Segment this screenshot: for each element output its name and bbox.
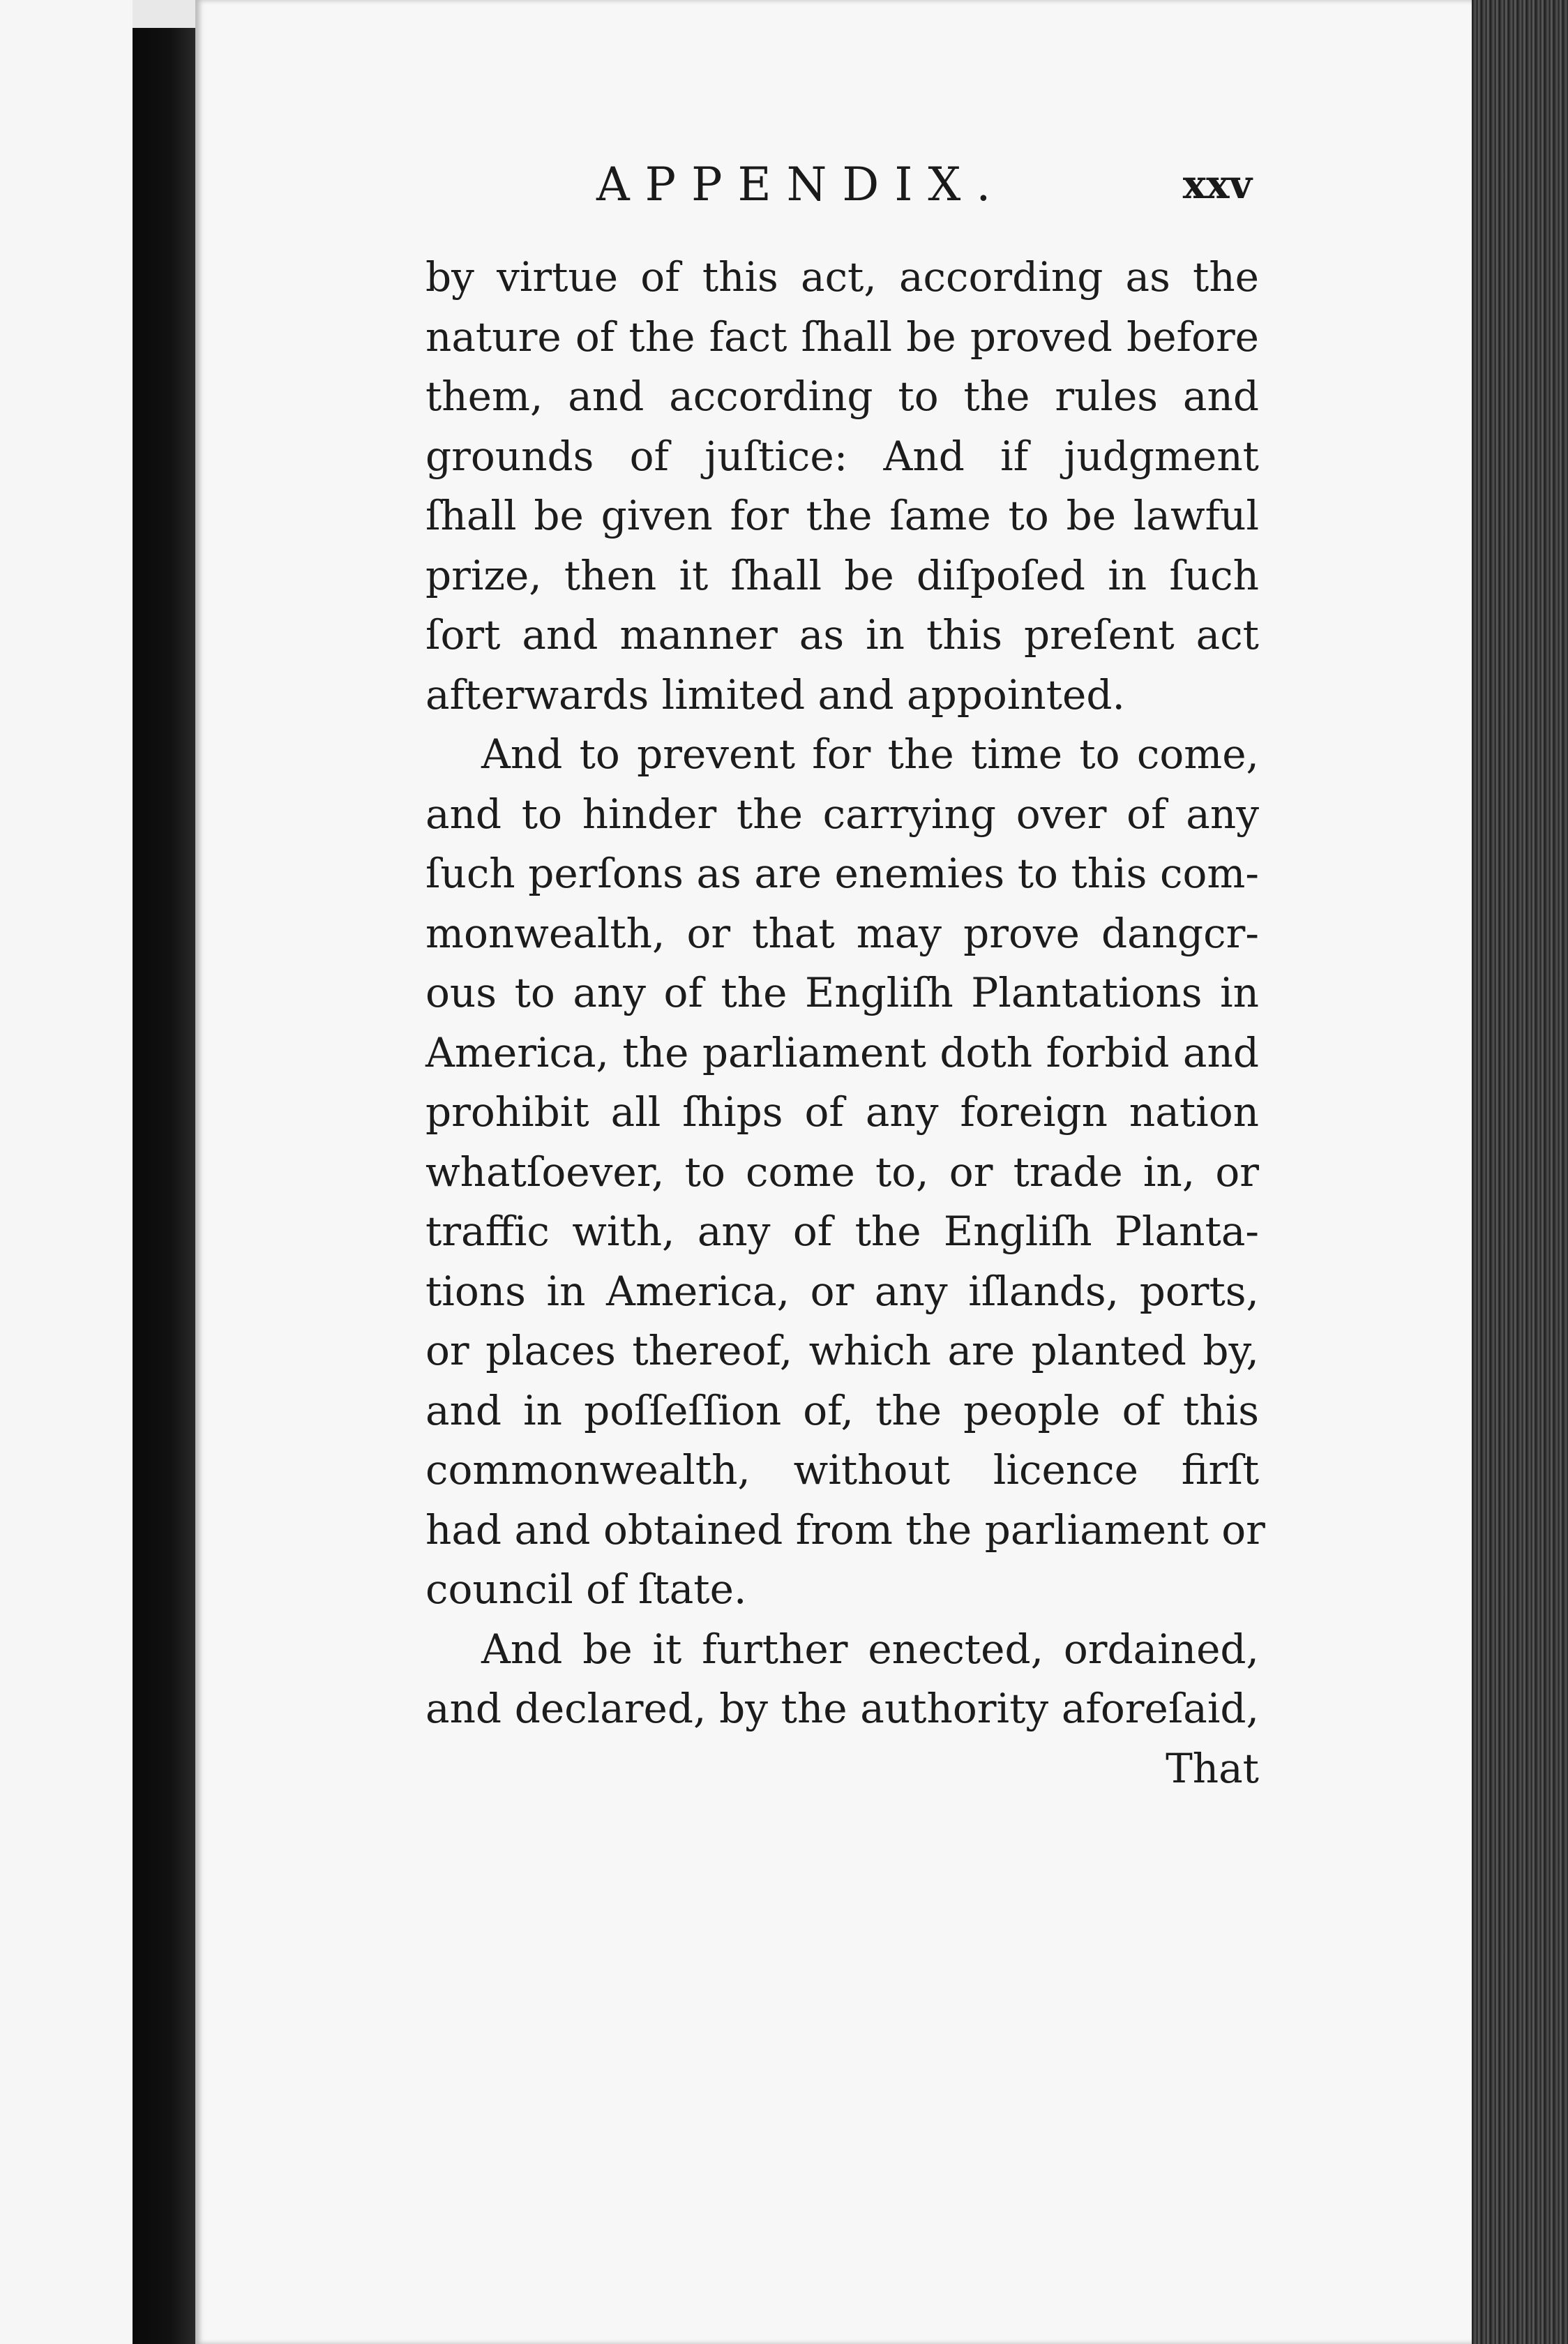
page-edges: [1472, 0, 1568, 2344]
text-line: ous to any of the Engliſh Plantations in: [425, 969, 1259, 1016]
text-line: and declared, by the authority aforeſaid,: [425, 1685, 1259, 1732]
text-line: by virtue of this act, according as the: [425, 253, 1259, 301]
gutter-top: [133, 0, 195, 28]
page-header: [596, 146, 1252, 223]
text-line: ſort and manner as in this preſent act: [425, 611, 1259, 659]
text-line: commonwealth, without licence firſt: [425, 1446, 1259, 1494]
text-line: ſhall be given for the ſame to be lawful: [425, 492, 1259, 539]
text-line: whatſoever, to come to, or trade in, or: [425, 1148, 1259, 1196]
text-line: or places thereof, which are planted by,: [425, 1327, 1259, 1374]
text-line: afterwards limited and appointed.: [425, 670, 1125, 719]
text-line: had and obtained from the parliament or: [425, 1505, 1265, 1554]
paragraph-start-line: And to prevent for the time to come,: [481, 730, 1259, 778]
text-line: America, the parliament doth forbid and: [425, 1028, 1259, 1076]
text-line: and in poſſeſſion of, the people of this: [425, 1386, 1259, 1434]
text-line: tions in America, or any iſlands, ports,: [425, 1267, 1259, 1315]
page-number: xxv: [1182, 162, 1252, 208]
text-line: monwealth, or that may prove dangcr-: [425, 909, 1259, 957]
text-line: traffic with, any of the Engliſh Planta-: [425, 1208, 1259, 1255]
text-line: ſuch perſons as are enemies to this com-: [425, 850, 1259, 897]
book-gutter: [133, 28, 195, 2344]
facing-page-edge: [0, 0, 133, 2344]
text-line: prohibit all ſhips of any foreign nation: [425, 1088, 1259, 1136]
text-line: and to hinder the carrying over of any: [425, 790, 1259, 838]
body-text: [425, 248, 1265, 1798]
text-line: prize, then it ſhall be diſpoſed in ſuch: [425, 551, 1259, 599]
text-line: council of ſtate.: [425, 1565, 747, 1613]
text-line: them, and according to the rules and: [425, 373, 1259, 420]
text-line: grounds of juſtice: And if judgment: [425, 432, 1259, 480]
running-head: APPENDIX.: [596, 158, 1007, 211]
paragraph-start-line: And be it further enected, ordained,: [481, 1625, 1259, 1673]
text-line: nature of the fact ſhall be proved before: [425, 313, 1259, 361]
catchword: That: [1166, 1744, 1259, 1792]
